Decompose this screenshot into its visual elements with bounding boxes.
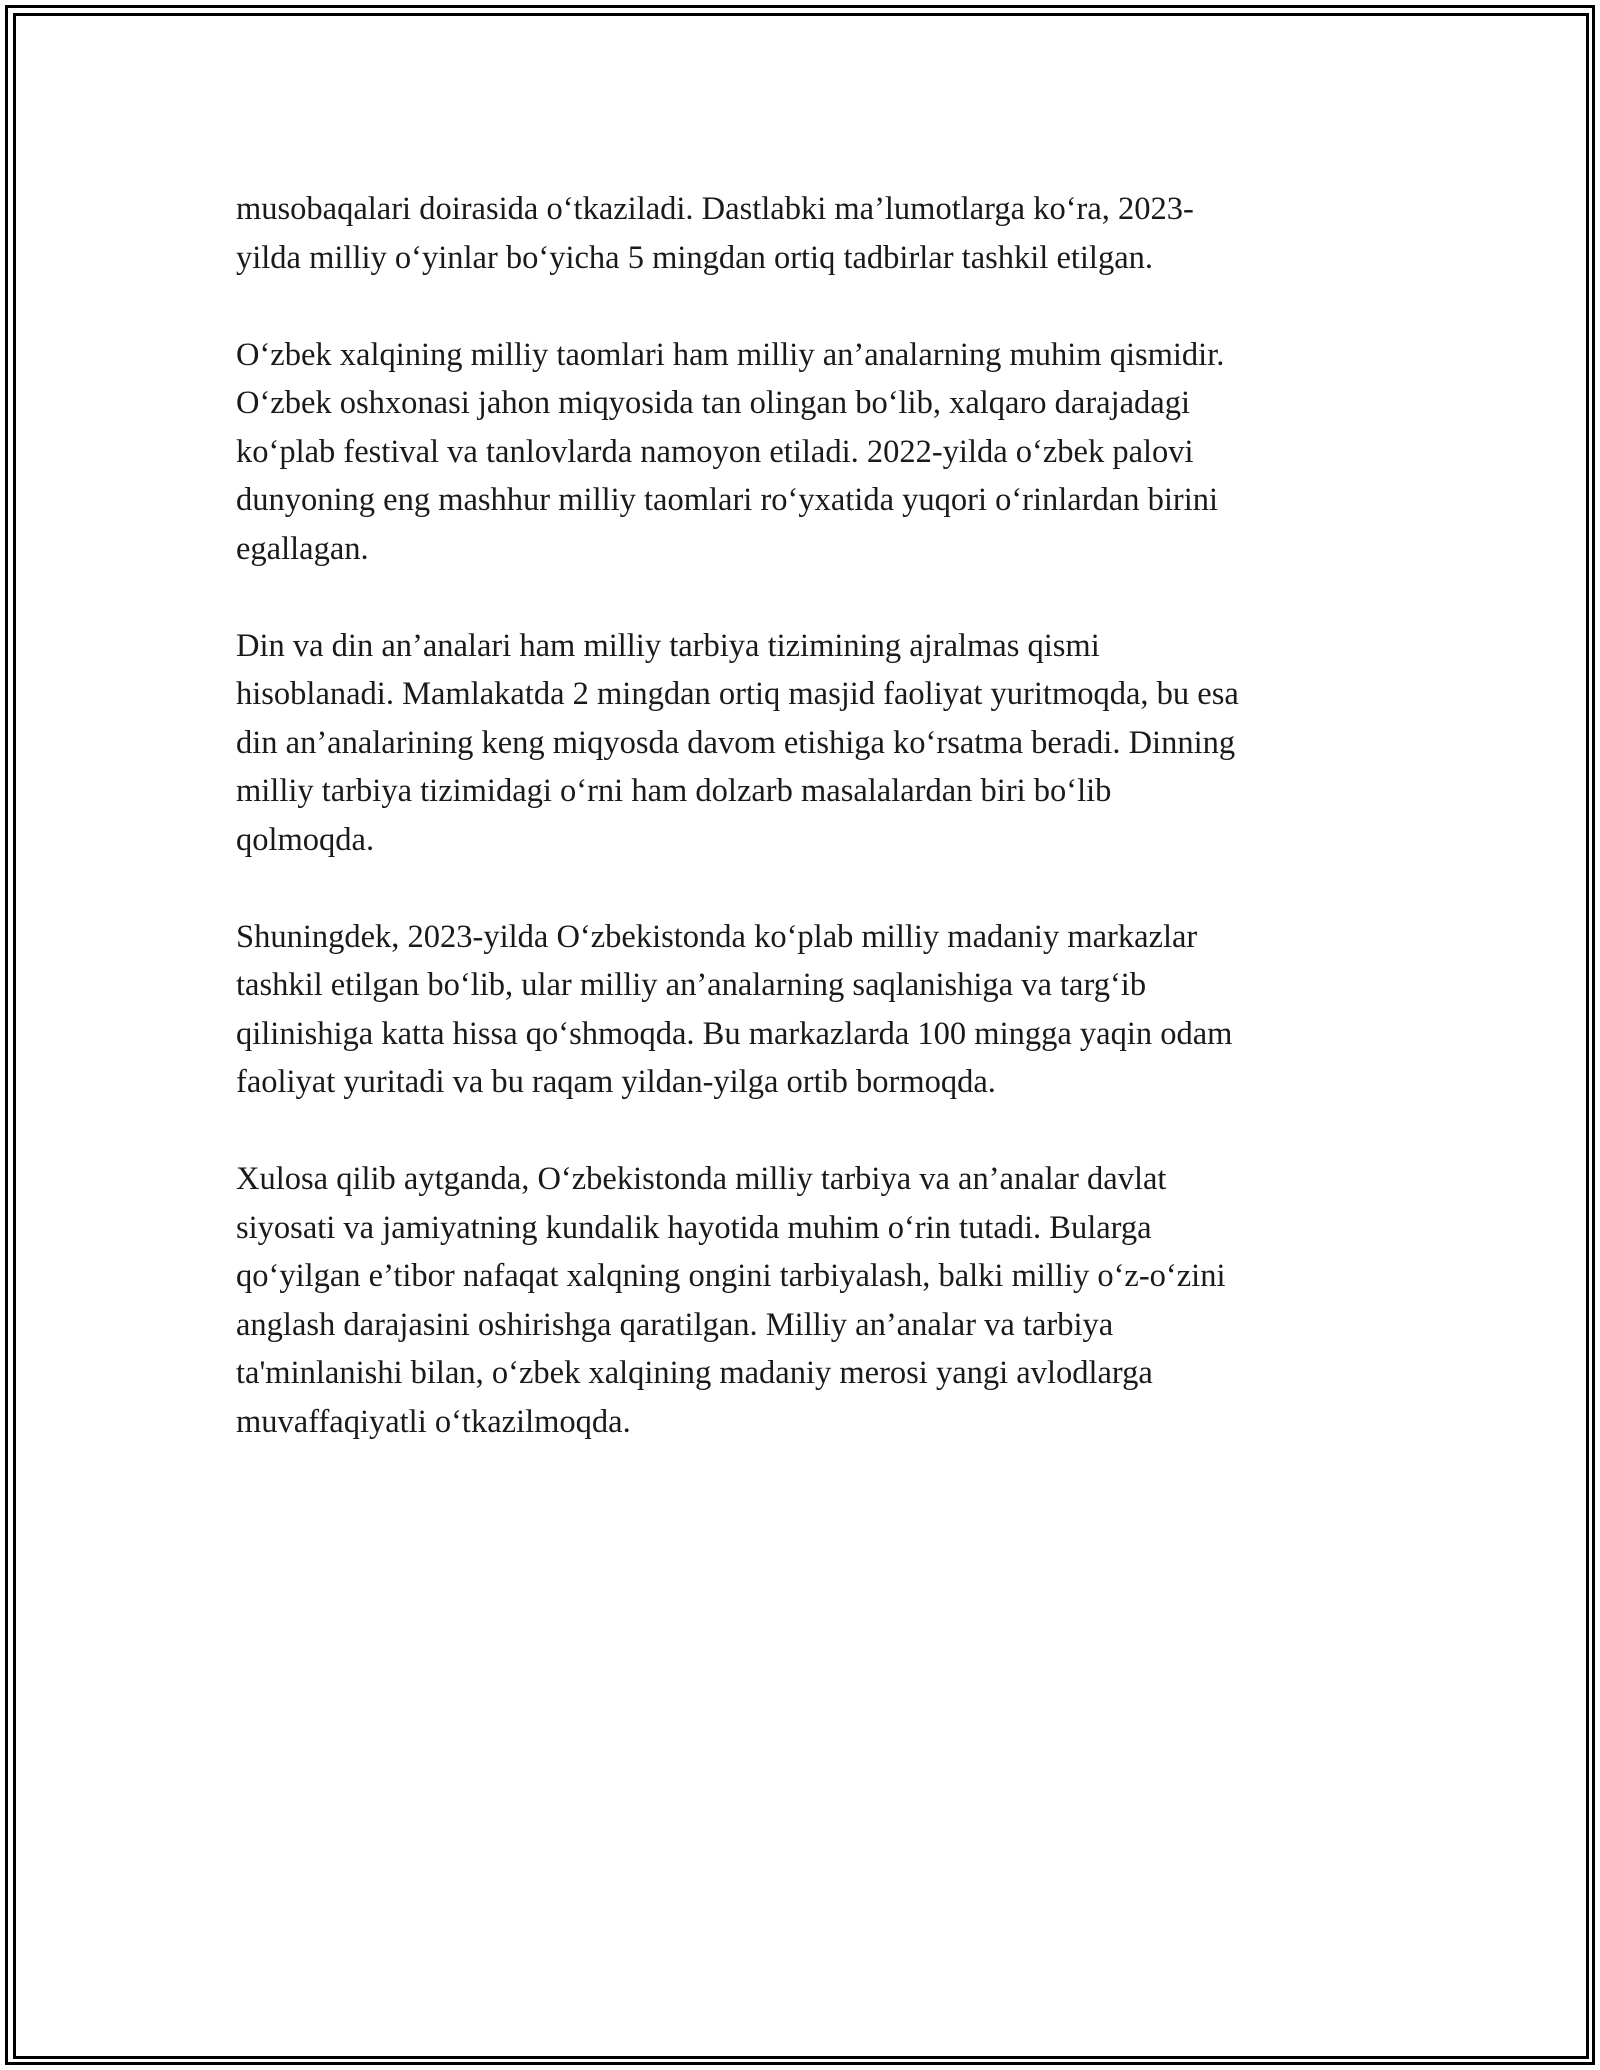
paragraph-4: Shuningdek, 2023-yilda O‘zbekistonda ko‘plab milliy madaniy markazlar tashkil etilgan bo‘lib, ular milliy an’analarning saqlanishiga va targ‘ib qilinishiga katta hissa qo‘shmoqda. Bu markazlarda 100 mingga yaqin odam faoliyat yuritadi va bu raqam yildan-yilga ortib bormoqda. bbox=[236, 918, 1233, 1100]
paragraph-2: O‘zbek xalqining milliy taomlari ham milliy an’analarning muhim qismidir. O‘zbek oshxonasi jahon miqyosida tan olingan bo‘lib, xalqaro darajadagi ko‘plab festival va tanlovlarda namoyon etiladi. 2022-yilda o‘zbek palovi dunyoning eng mashhur milliy taomlari ro‘yxatida yuqori o‘rinlardan birini egallagan. bbox=[236, 336, 1225, 567]
paragraph-1: musobaqalari doirasida o‘tkaziladi. Dastlabki ma’lumotlarga ko‘ra, 2023- yilda milliy o‘yinlar bo‘yicha 5 mingdan ortiq tadbirlar tashkil etilgan. bbox=[236, 191, 1194, 276]
paragraph-5: Xulosa qilib aytganda, O‘zbekistonda milliy tarbiya va an’analar davlat siyosati va jamiyatning kundalik hayotida muhim o‘rin tutadi. Bularga qo‘yilgan e’tibor nafaqat xalqning ongini tarbiyalash, balki milliy o‘z-o‘zini anglash darajasini oshirishga qaratilgan. Milliy an’analar va tarbiya ta'minlanishi bilan, o‘zbek xalqining madaniy merosi yangi avlodlarga muvaffaqiyatli o‘tkazilmoqda. bbox=[236, 1161, 1226, 1440]
paragraph-3: Din va din an’analari ham milliy tarbiya tizimining ajralmas qismi hisoblanadi. Mamlakatda 2 mingdan ortiq masjid faoliyat yuritmoqda, bu esa din an’analarining keng miqyosda davom etishiga ko‘rsatma beradi. Dinning milliy tarbiya tizimidagi o‘rni ham dolzarb masalalardan biri bo‘lib qolmoqda. bbox=[236, 627, 1239, 858]
document-body bbox=[236, 185, 1376, 1495]
